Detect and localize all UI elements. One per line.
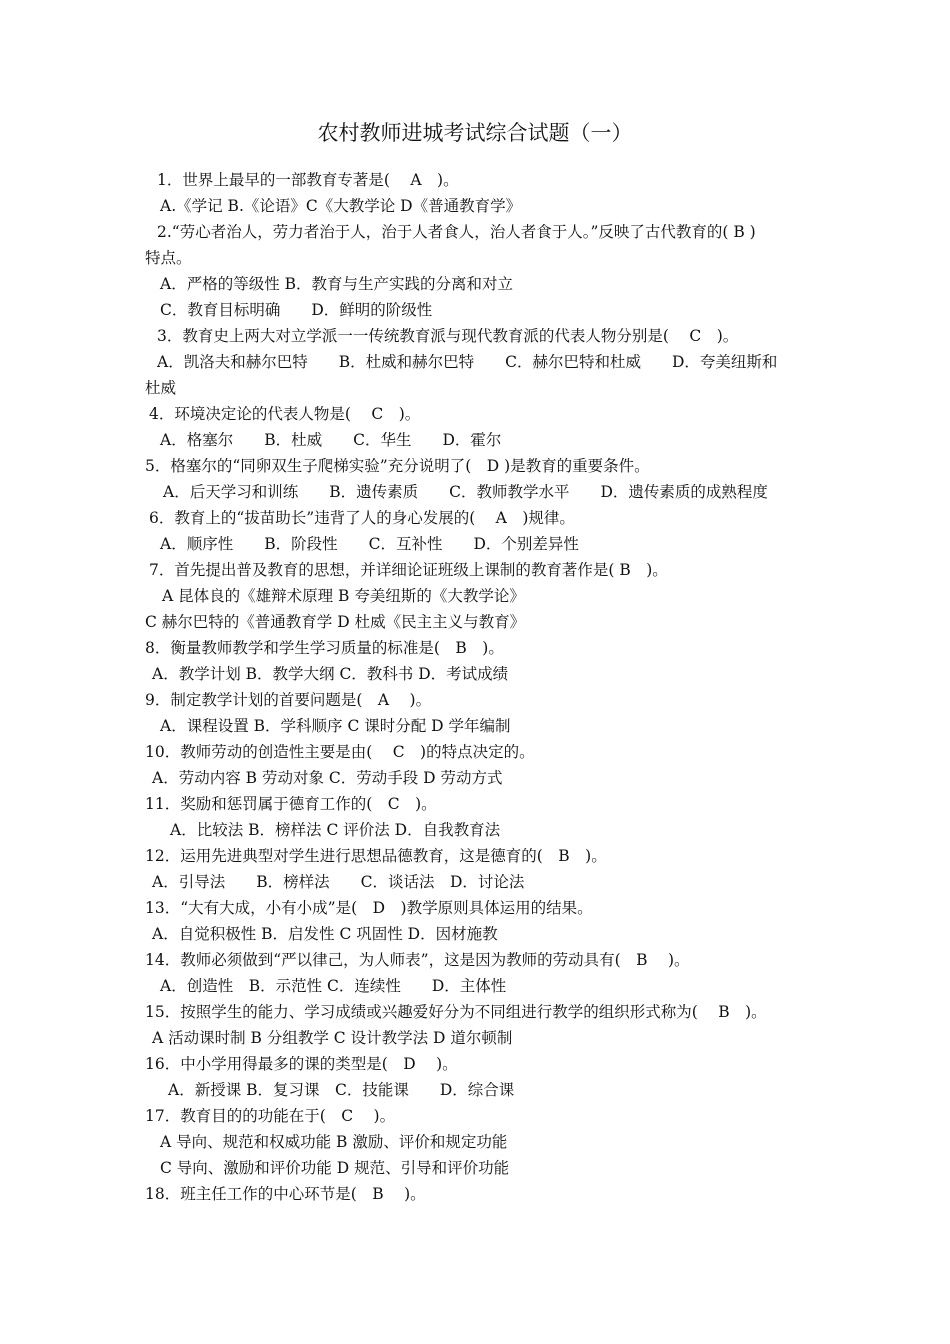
options-line: A．新授课 B．复习课 C．技能课 D．综合课 [168,1081,515,1099]
options-line: A．引导法 B．榜样法 C．谈话法 D．讨论法 [152,873,525,891]
options-line: A 活动课时制 B 分组教学 C 设计教学法 D 道尔顿制 [152,1029,513,1047]
question-line: 7．首先提出普及教育的思想，并详细论证班级上课制的教育著作是( B )。 [149,561,668,579]
options-line: C．教育目标明确 D．鲜明的阶级性 [160,301,433,319]
question-line: 17．教育目的的功能在于( C )。 [145,1107,396,1125]
options-line: A．自觉积极性 B．启发性 C 巩固性 D．因材施教 [152,925,498,943]
question-line: 11．奖励和惩罚属于德育工作的( C )。 [145,795,437,813]
options-line: A 昆体良的《雄辩术原理 B 夸美纽斯的《大教学论》 [162,587,525,605]
options-line: A．劳动内容 B 劳动对象 C．劳动手段 D 劳动方式 [152,769,503,787]
document-title: 农村教师进城考试综合试题（一） [317,121,633,145]
question-line: 18．班主任工作的中心环节是( B )。 [145,1185,426,1203]
options-line: A．凯洛夫和赫尔巴特 B．杜威和赫尔巴特 C．赫尔巴特和杜威 D．夸美纽斯和 [157,353,778,371]
options-line: A 导向、规范和权威功能 B 激励、评价和规定功能 [160,1133,508,1151]
options-line: A．严格的等级性 B．教育与生产实践的分离和对立 [160,275,514,293]
options-line: C 赫尔巴特的《普通教育学 D 杜威《民主主义与教育》 [145,613,526,631]
options-line: A．后天学习和训练 B．遗传素质 C．教师教学水平 D．遗传素质的成熟程度 [163,483,768,501]
question-line: 12．运用先进典型对学生进行思想品德教育，这是德育的( B )。 [145,847,607,865]
question-line: 5．格塞尔的“同卵双生子爬梯实验”充分说明了( D )是教育的重要条件。 [145,457,650,475]
options-line: A．格塞尔 B．杜威 C．华生 D．霍尔 [160,431,502,449]
options-line: A．创造性 B．示范性 C．连续性 D．主体性 [160,977,507,995]
options-line: A.《学记 B.《论语》C《大教学论 D《普通教育学》 [160,197,522,215]
question-line: 3．教育史上两大对立学派一一传统教育派与现代教育派的代表人物分别是( C )。 [157,327,739,345]
question-line: 15．按照学生的能力、学习成绩或兴趣爱好分为不同组进行教学的组织形式称为( B )。 [145,1003,767,1021]
question-line: 2.“劳心者治人，劳力者治于人，治于人者食人，治人者食于人。”反映了古代教育的( B ) [157,223,756,241]
question-line: 14．教师必须做到“严以律己，为人师表”，这是因为教师的劳动具有( B )。 [145,951,690,969]
question-line: 4．环境决定论的代表人物是( C )。 [149,405,421,423]
options-line: A．顺序性 B．阶段性 C．互补性 D．个别差异性 [160,535,579,553]
question-line: 6．教育上的“拔苗助长”违背了人的身心发展的( A )规律。 [149,509,575,527]
question-line: 1．世界上最早的一部教育专著是( A )。 [157,171,459,189]
question-line: 特点。 [145,249,192,267]
question-line: 13．“大有大成，小有小成”是( D )教学原则具体运用的结果。 [145,899,593,917]
question-line: 16．中小学用得最多的课的类型是( D )。 [145,1055,458,1073]
options-line: A．教学计划 B．教学大纲 C．教科书 D．考试成绩 [152,665,509,683]
options-line: A．课程设置 B．学科顺序 C 课时分配 D 学年编制 [160,717,511,735]
question-line: 9．制定教学计划的首要问题是( A )。 [145,691,432,709]
question-line: 10．教师劳动的创造性主要是由( C )的特点决定的。 [145,743,535,761]
options-line: C 导向、激励和评价功能 D 规范、引导和评价功能 [160,1159,510,1177]
question-line: 8．衡量教师教学和学生学习质量的标准是( B )。 [145,639,504,657]
options-line: 杜威 [145,379,177,397]
options-line: A．比较法 B．榜样法 C 评价法 D．自我教育法 [170,821,501,839]
